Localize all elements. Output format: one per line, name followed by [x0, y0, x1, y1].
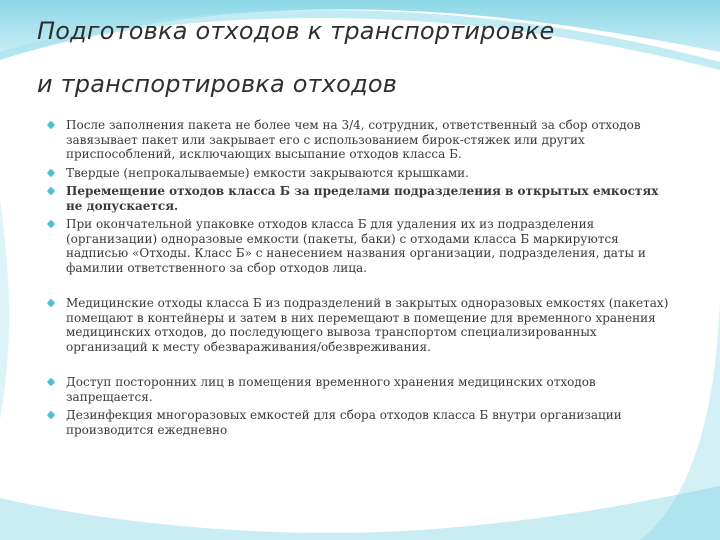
bullet-item: [44, 217, 674, 275]
bullet-item: [44, 166, 674, 181]
teal-bullet-icon: [47, 187, 55, 195]
bullet-text: Дезинфекция многоразовых емкостей для сбора отходов класса Б внутри организации производится ежедневно: [66, 408, 622, 437]
slide-title-line1: Подготовка отходов к транспортировке: [37, 17, 555, 45]
slide-title-line2: и транспортировка отходов: [37, 70, 398, 98]
bullet-item: [44, 118, 674, 162]
bullet-text: Перемещение отходов класса Б за пределами подразделения в открытых емкостях не допускается.: [66, 184, 659, 213]
teal-bullet-icon: [47, 121, 55, 129]
bullet-text: При окончательной упаковке отходов класса Б для удаления их из подразделения (организации) одноразовые емкости (пакеты, баки) с отходами класса Б маркируются надписью «Отходы. Класс Б» с нанесением названия организации, подразделения, даты и фамилии ответственного за сбор отходов лица.: [66, 217, 646, 275]
bullet-text: Твердые (непрокалываемые) емкости закрываются крышками.: [66, 165, 469, 180]
teal-bullet-icon: [47, 220, 55, 228]
bullet-text: Медицинские отходы класса Б из подразделений в закрытых одноразовых емкостях (пакетах) помещают в контейнеры и затем в них перемещают в помещение для временного хранения медицинских отходов, до последующего вывоза транспортом специализированных организаций к месту обезвараживания/обезвреживания.: [66, 296, 669, 354]
bullet-text: Доступ посторонних лиц в помещения временного хранения медицинских отходов запрещается.: [66, 375, 596, 404]
bullet-list: [44, 118, 674, 441]
teal-bullet-icon: [47, 169, 55, 177]
bullet-item: [44, 184, 674, 213]
bullet-text: После заполнения пакета не более чем на 3/4, сотрудник, ответственный за сбор отходов завязывает пакет или закрывает его с использованием бирок-стяжек или других приспособлений, исключающих высыпание отходов класса Б.: [66, 118, 641, 161]
bullet-item: [44, 408, 674, 437]
bullet-item: [44, 296, 674, 354]
teal-bullet-icon: [47, 299, 55, 307]
teal-bullet-icon: [47, 378, 55, 386]
teal-bullet-icon: [47, 411, 55, 419]
bullet-item: [44, 375, 674, 404]
